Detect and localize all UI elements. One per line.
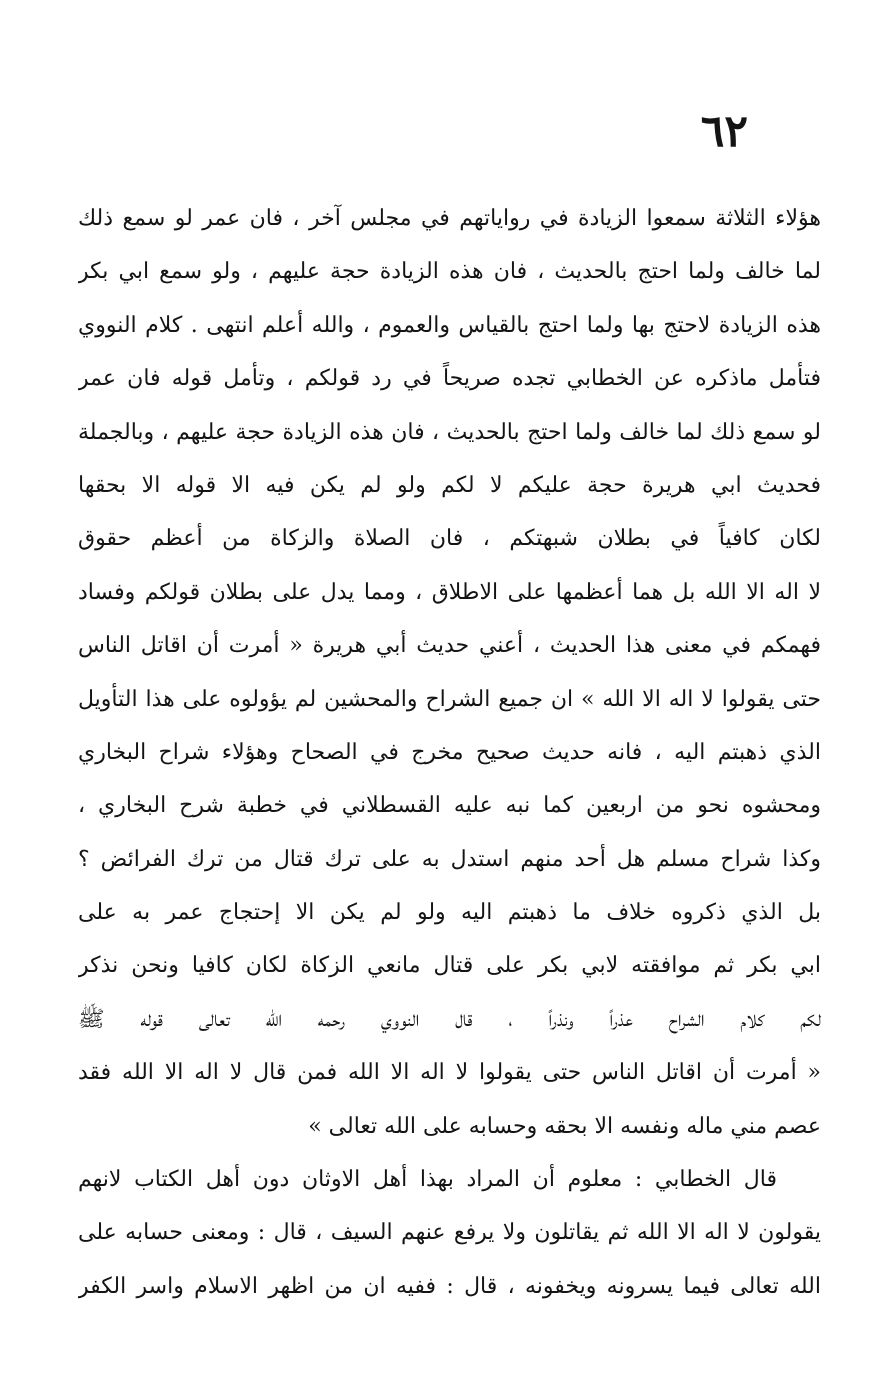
text-line: هؤلاء الثلاثة سمعوا الزيادة في رواياتهم في مجلس آخر ، فان عمر لو سمع ذلك [78,206,821,231]
text-line: فتأمل ماذكره عن الخطابي تجده صريحاً في رد قولكم ، وتأمل قوله فان عمر [78,366,821,392]
text-line: فحديث ابي هريرة حجة عليكم لا لكم ولو لم يكن فيه الا قوله الا بحقها [78,472,821,498]
text-line: هذه الزيادة لاحتج بها ولما احتج بالقياس والعموم ، والله أعلم انتهى . كلام النووي [78,312,821,338]
text-body [78,192,821,1313]
text-line: الذي ذهبتم اليه ، فانه حديث صحيح مخرج في الصحاح وهؤلاء شراح البخاري [78,739,821,765]
text-line: قال الخطابي : معلوم أن المراد بهذا أهل الاوثان دون أهل الكتاب لانهم [78,1167,777,1193]
text-line: الله تعالى فيما يسرونه ويخفونه ، قال : ففيه ان من اظهر الاسلام واسر الكفر [78,1273,821,1299]
text-line: وكذا شراح مسلم هل أحد منهم استدل به على ترك قتال من ترك الفرائض ؟ [78,846,821,872]
text-line: فهمكم في معنى هذا الحديث ، أعني حديث أبي هريرة « أمرت أن اقاتل الناس [78,633,821,659]
text-line: لكم كلام الشراح عذراً ونذراً ، قال النووي رحمه الله تعالى قوله ﷺ [78,1006,821,1032]
text-line: بل الذي ذكروه خلاف ما ذهبتم اليه ولو لم يكن الا إحتجاج عمر به على [78,900,821,926]
text-line: عصم مني ماله ونفسه الا بحقه وحسابه على الله تعالى » [308,1113,821,1139]
text-line: لما خالف ولما احتج بالحديث ، فان هذه الزيادة حجة عليهم ، ولو سمع ابي بكر [78,259,821,285]
page-number: ٦٢ [700,106,748,157]
text-line: ومحشوه نحو من اربعين كما نبه عليه القسطلاني في خطبة شرح البخاري ، [78,793,821,819]
text-line: لو سمع ذلك لما خالف ولما احتج بالحديث ، فان هذه الزيادة حجة عليهم ، وبالجملة [78,419,821,445]
text-line: لكان كافياً في بطلان شبهتكم ، فان الصلاة والزكاة من أعظم حقوق [78,526,821,552]
text-line: ابي بكر ثم موافقته لابي بكر على قتال مانعي الزكاة لكان كافيا ونحن نذكر [78,953,821,979]
text-line: لا اله الا الله بل هما أعظمها على الاطلاق ، ومما يدل على بطلان قولكم وفساد [78,579,821,605]
text-line: « أمرت أن اقاتل الناس حتى يقولوا لا اله الا الله فمن قال لا اله الا الله فقد [78,1060,821,1086]
text-line: يقولون لا اله الا الله ثم يقاتلون ولا يرفع عنهم السيف ، قال : ومعنى حسابه على [78,1220,821,1246]
text-line: حتى يقولوا لا اله الا الله » ان جميع الشراح والمحشين لم يؤولوه على هذا التأويل [78,686,821,712]
